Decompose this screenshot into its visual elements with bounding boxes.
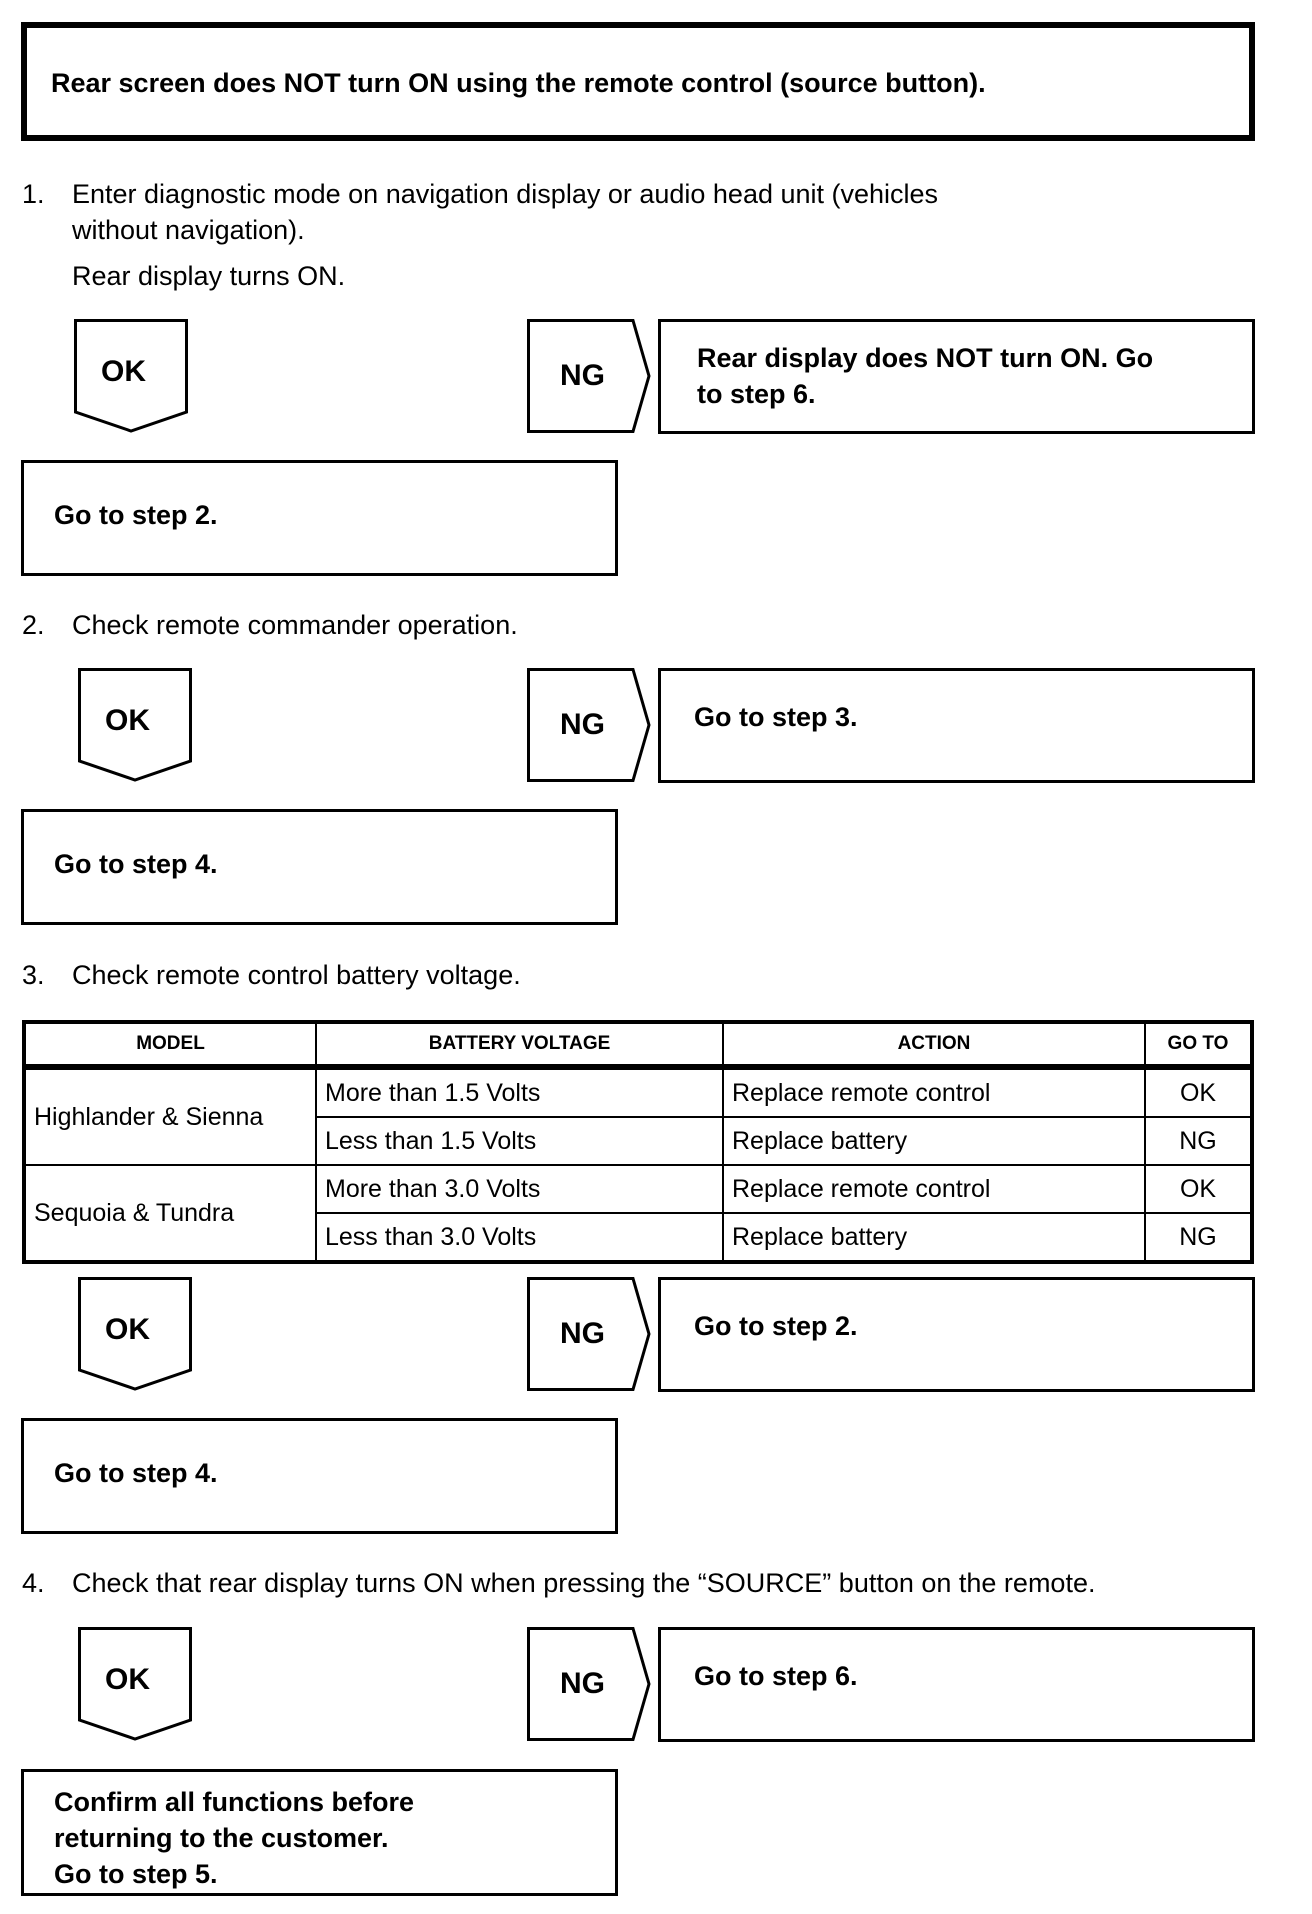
goto-cell: OK [1145,1165,1252,1213]
ng-label: NG [560,1317,605,1350]
ng-label: NG [560,1667,605,1700]
ok-result-box [21,1418,618,1534]
action-cell: Replace battery [723,1213,1145,1262]
ok-label: OK [101,355,146,388]
action-cell: Replace battery [723,1117,1145,1165]
column-header: MODEL [24,1022,316,1067]
ok-arrow [74,319,188,433]
goto-cell: OK [1145,1067,1252,1117]
ok-result-text: Go to step 4. [54,1458,218,1488]
ok-label: OK [105,1663,150,1696]
ok-result-box [21,1769,618,1896]
step-text: without navigation). [72,215,305,245]
action-cell: Replace remote control [723,1165,1145,1213]
ok-result-text: Go to step 4. [54,849,218,879]
ng-result-text: Go to step 3. [694,702,858,732]
step-text: Enter diagnostic mode on navigation display or audio head unit (vehicles [72,179,939,209]
model-cell: Sequoia & Tundra [24,1165,316,1262]
ng-arrow [527,1277,651,1391]
title-box [21,22,1255,141]
page-title: Rear screen does NOT turn ON using the remote control (source button). [51,68,986,98]
ng-label: NG [560,708,605,741]
ok-result-text: Go to step 2. [54,500,218,530]
column-header: GO TO [1145,1022,1252,1067]
column-header: BATTERY VOLTAGE [316,1022,723,1067]
step-number: 3. [22,960,45,990]
ng-result-text: Go to step 2. [694,1311,858,1341]
ng-arrow [527,319,651,433]
voltage-cell: More than 3.0 Volts [316,1165,723,1213]
ok-result-box [21,460,618,576]
goto-cell: NG [1145,1213,1252,1262]
voltage-cell: More than 1.5 Volts [316,1067,723,1117]
model-cell: Highlander & Sienna [24,1067,316,1165]
ok-label: OK [105,704,150,737]
ng-result-box [658,668,1255,783]
ok-result-text: Go to step 5. [54,1859,218,1889]
step-text: Check that rear display turns ON when pressing the “SOURCE” button on the remote. [72,1568,1096,1598]
step-text: Rear display turns ON. [72,261,346,291]
ok-arrow [78,1627,192,1741]
table-row [24,1165,1252,1213]
ok-result-box [21,809,618,925]
step-text: Check remote commander operation. [72,610,518,640]
ng-result-box [658,1627,1255,1742]
ok-arrow [78,668,192,782]
goto-cell: NG [1145,1117,1252,1165]
step-number: 2. [22,610,45,640]
table-row [24,1067,1252,1117]
ok-result-text: Confirm all functions before [54,1787,415,1817]
ng-result-text: Go to step 6. [694,1661,858,1691]
ng-result-text: Rear display does NOT turn ON. Go [697,343,1154,373]
step-number: 1. [22,179,45,209]
ng-arrow [527,668,651,782]
ok-result-text: returning to the customer. [54,1823,389,1853]
step-number: 4. [22,1568,45,1598]
battery-voltage-table [22,1020,1254,1264]
step-text: Check remote control battery voltage. [72,960,521,990]
ok-label: OK [105,1313,150,1346]
action-cell: Replace remote control [723,1067,1145,1117]
table-header-row [24,1022,1252,1067]
ng-result-box [658,1277,1255,1392]
ng-label: NG [560,359,605,392]
ok-arrow [78,1277,192,1391]
voltage-cell: Less than 3.0 Volts [316,1213,723,1262]
voltage-cell: Less than 1.5 Volts [316,1117,723,1165]
column-header: ACTION [723,1022,1145,1067]
ng-result-text: to step 6. [697,379,816,409]
ng-arrow [527,1627,651,1741]
ng-result-box [658,319,1255,434]
